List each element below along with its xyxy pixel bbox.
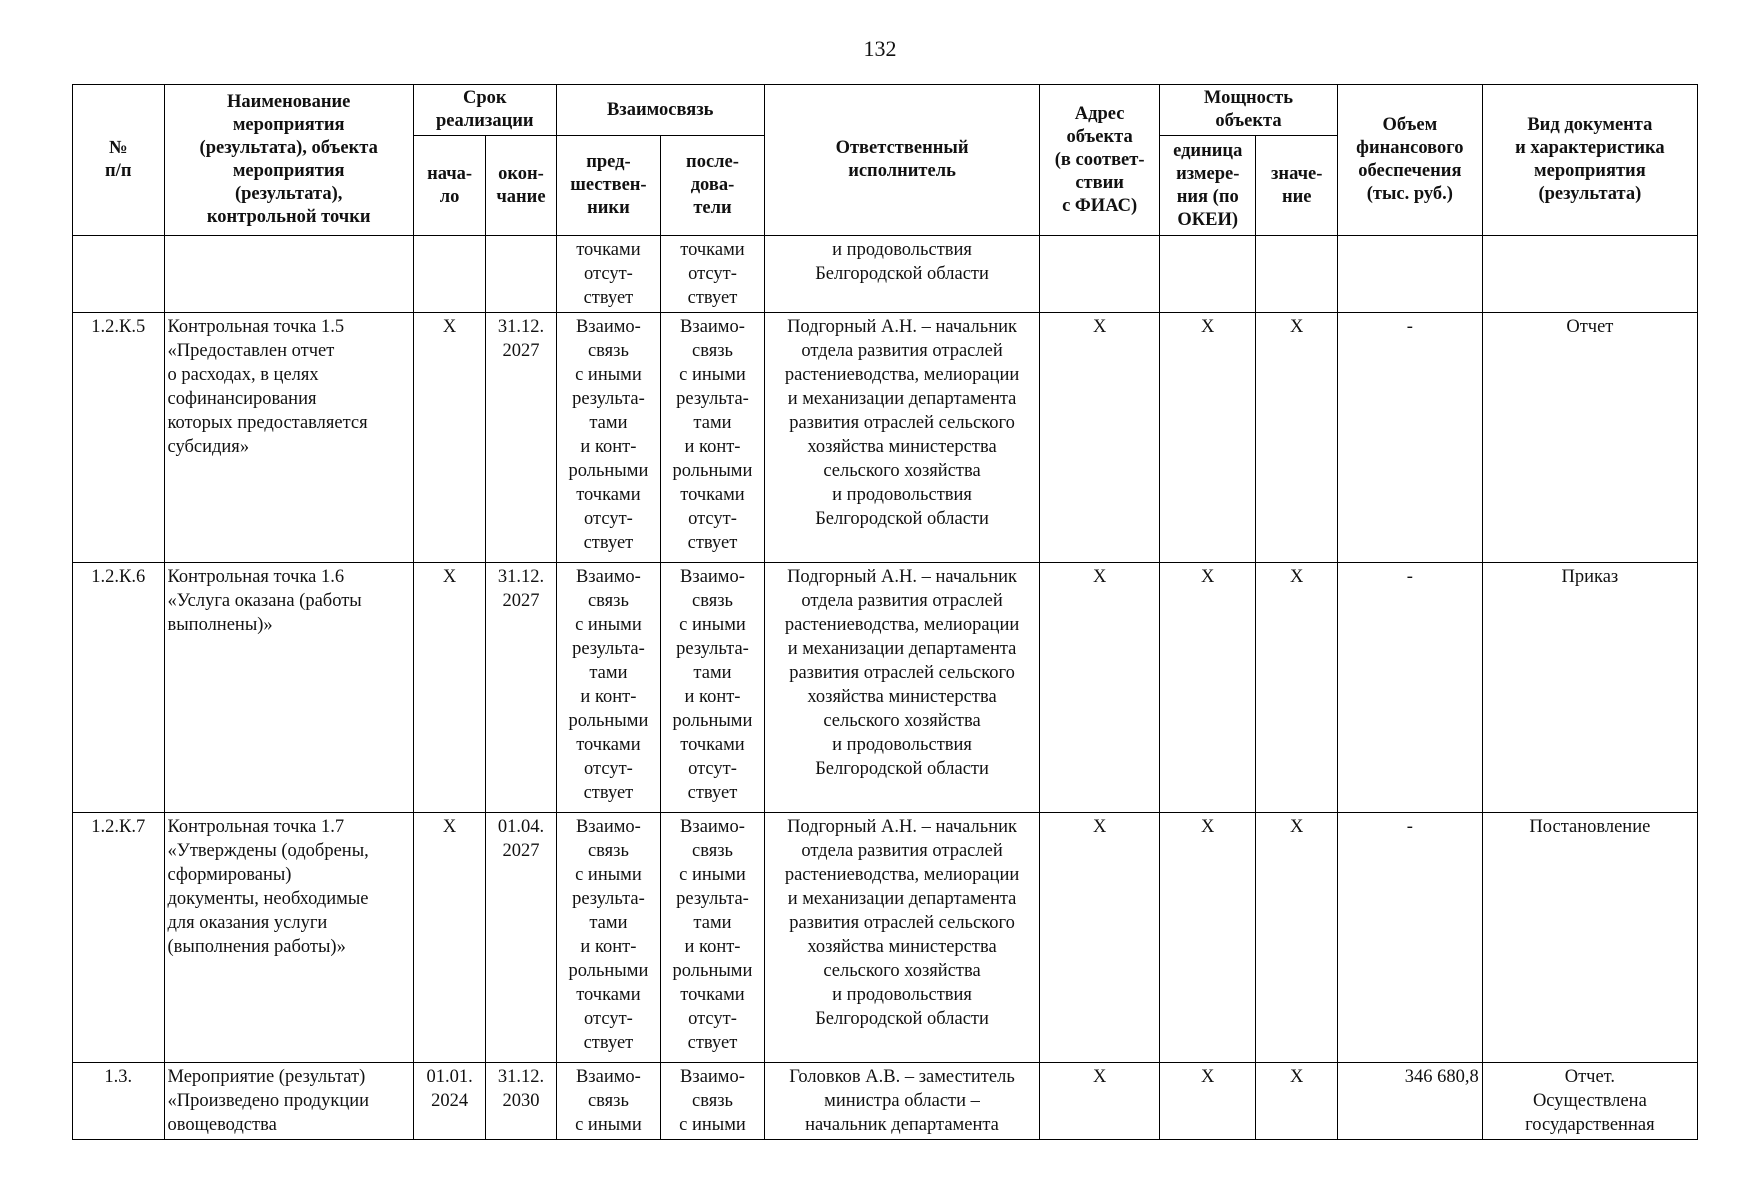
cell-num: 1.2.К.6: [73, 563, 165, 813]
cell-finance: -: [1337, 813, 1482, 1063]
cell-prev: точками отсут- ствует: [556, 236, 661, 313]
cell-value: X: [1256, 813, 1337, 1063]
table-row: [73, 563, 1698, 813]
cell-start: X: [413, 813, 485, 1063]
cell-end: 01.04. 2027: [486, 813, 556, 1063]
header-link: Взаимосвязь: [556, 85, 764, 136]
header-capacity: Мощность объекта: [1159, 85, 1337, 136]
cell-doc: [1482, 236, 1697, 313]
header-responsible: Ответственный исполнитель: [764, 85, 1040, 236]
header-num: № п/п: [73, 85, 165, 236]
table-row: [73, 1063, 1698, 1140]
table-row: [73, 813, 1698, 1063]
header-address: Адрес объекта (в соответ- ствии с ФИАС): [1040, 85, 1160, 236]
cell-num: 1.2.К.5: [73, 313, 165, 563]
cell-start: [413, 236, 485, 313]
cell-doc: Приказ: [1482, 563, 1697, 813]
cell-num: 1.3.: [73, 1063, 165, 1140]
cell-doc: Отчет. Осуществлена государственная: [1482, 1063, 1697, 1140]
header-term: Срок реализации: [413, 85, 556, 136]
cell-prev: Взаимо- связь с иными результа- тами и конт- рольными точками отсут- ствует: [556, 313, 661, 563]
cell-value: X: [1256, 313, 1337, 563]
cell-address: X: [1040, 813, 1160, 1063]
header-term-start: нача- ло: [413, 136, 485, 236]
table-row: [73, 236, 1698, 313]
cell-name: [164, 236, 413, 313]
cell-address: X: [1040, 563, 1160, 813]
cell-responsible: Подгорный А.Н. – начальник отдела развития отраслей растениеводства, мелиорации и механизации департамента развития отраслей сельского хозяйства министерства сельского хозяйства и продовольствия Белгородской области: [764, 813, 1040, 1063]
cell-num: 1.2.К.7: [73, 813, 165, 1063]
cell-unit: [1159, 236, 1256, 313]
cell-prev: Взаимо- связь с иными результа- тами и конт- рольными точками отсут- ствует: [556, 813, 661, 1063]
header-finance: Объем финансового обеспечения (тыс. руб.): [1337, 85, 1482, 236]
cell-start: X: [413, 313, 485, 563]
cell-end: 31.12. 2030: [486, 1063, 556, 1140]
cell-doc: Отчет: [1482, 313, 1697, 563]
cell-num: [73, 236, 165, 313]
cell-finance: [1337, 236, 1482, 313]
cell-address: [1040, 236, 1160, 313]
header-link-next: после- дова- тели: [661, 136, 765, 236]
cell-responsible: и продовольствия Белгородской области: [764, 236, 1040, 313]
cell-finance: -: [1337, 563, 1482, 813]
cell-responsible: Головков А.В. – заместитель министра области – начальник департамента: [764, 1063, 1040, 1140]
cell-next: Взаимо- связь с иными результа- тами и конт- рольными точками отсут- ствует: [661, 813, 765, 1063]
plan-table: [72, 84, 1698, 1140]
cell-finance: 346 680,8: [1337, 1063, 1482, 1140]
cell-next: Взаимо- связь с иными результа- тами и конт- рольными точками отсут- ствует: [661, 563, 765, 813]
header-capacity-value: значе- ние: [1256, 136, 1337, 236]
cell-name: Мероприятие (результат) «Произведено продукции овощеводства: [164, 1063, 413, 1140]
cell-responsible: Подгорный А.Н. – начальник отдела развития отраслей растениеводства, мелиорации и механизации департамента развития отраслей сельского хозяйства министерства сельского хозяйства и продовольствия Белгородской области: [764, 563, 1040, 813]
cell-end: 31.12. 2027: [486, 563, 556, 813]
cell-doc: Постановление: [1482, 813, 1697, 1063]
header-capacity-unit: единица измере- ния (по ОКЕИ): [1159, 136, 1256, 236]
cell-value: X: [1256, 563, 1337, 813]
cell-address: X: [1040, 1063, 1160, 1140]
cell-unit: X: [1159, 563, 1256, 813]
cell-unit: X: [1159, 813, 1256, 1063]
cell-finance: -: [1337, 313, 1482, 563]
page-number: 132: [863, 36, 897, 61]
cell-end: [486, 236, 556, 313]
header-doc-type: Вид документа и характеристика мероприятия (результата): [1482, 85, 1697, 236]
cell-next: Взаимо- связь с иными: [661, 1063, 765, 1140]
cell-prev: Взаимо- связь с иными: [556, 1063, 661, 1140]
table-header: [73, 85, 1698, 236]
cell-next: Взаимо- связь с иными результа- тами и конт- рольными точками отсут- ствует: [661, 313, 765, 563]
cell-end: 31.12. 2027: [486, 313, 556, 563]
cell-name: Контрольная точка 1.7 «Утверждены (одобрены, сформированы) документы, необходимые для оказания услуги (выполнения работы)»: [164, 813, 413, 1063]
cell-address: X: [1040, 313, 1160, 563]
cell-prev: Взаимо- связь с иными результа- тами и конт- рольными точками отсут- ствует: [556, 563, 661, 813]
table-body: [73, 236, 1698, 1140]
cell-unit: X: [1159, 1063, 1256, 1140]
cell-value: X: [1256, 1063, 1337, 1140]
cell-name: Контрольная точка 1.6 «Услуга оказана (работы выполнены)»: [164, 563, 413, 813]
table-row: [73, 313, 1698, 563]
cell-value: [1256, 236, 1337, 313]
cell-unit: X: [1159, 313, 1256, 563]
header-term-end: окон- чание: [486, 136, 556, 236]
cell-name: Контрольная точка 1.5 «Предоставлен отчет о расходах, в целях софинансирования которых предоставляется субсидия»: [164, 313, 413, 563]
header-name: Наименование мероприятия (результата), объекта мероприятия (результата), контрольной точки: [164, 85, 413, 236]
cell-next: точками отсут- ствует: [661, 236, 765, 313]
header-link-prev: пред- шествен- ники: [556, 136, 661, 236]
cell-start: 01.01. 2024: [413, 1063, 485, 1140]
cell-start: X: [413, 563, 485, 813]
cell-responsible: Подгорный А.Н. – начальник отдела развития отраслей растениеводства, мелиорации и механизации департамента развития отраслей сельского хозяйства министерства сельского хозяйства и продовольствия Белгородской области: [764, 313, 1040, 563]
